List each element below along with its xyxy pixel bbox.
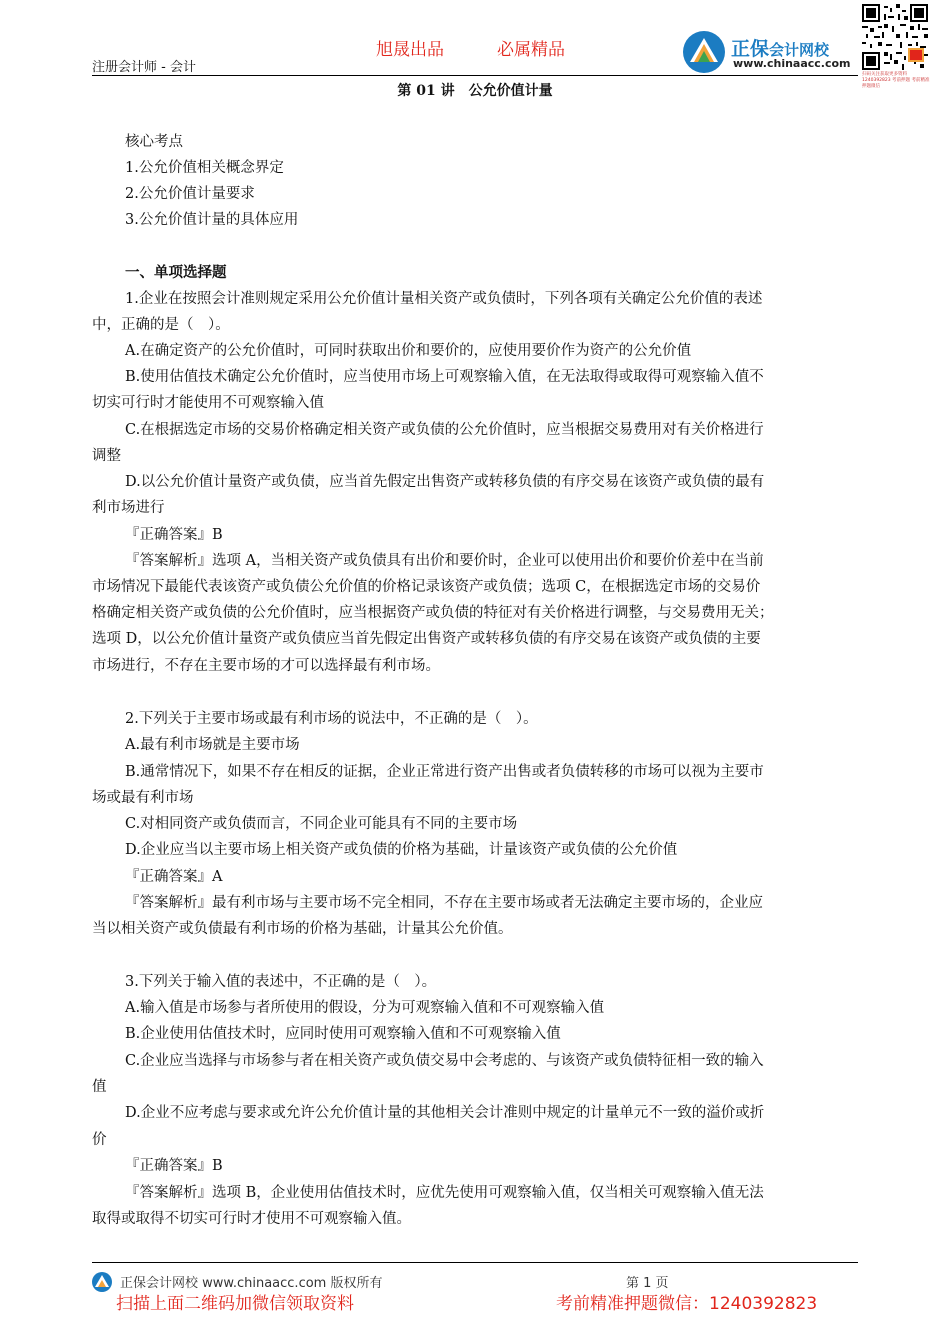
q3-option-d: 价 xyxy=(92,1132,107,1148)
q3-stem: 3.下列关于输入值的表述中，不正确的是（ ）。 xyxy=(125,974,437,990)
promo-wechat-text: 考前精准押题微信：1240392823 xyxy=(556,1294,818,1314)
slogan-left: 旭晟出品 xyxy=(376,40,444,60)
q1-option-c: 调整 xyxy=(92,448,121,464)
q1-explanation: 选项 D，以公允价值计量资产或负债应当首先假定出售资产或转移负债的有序交易在该资产或负债的主要 xyxy=(92,631,761,647)
q3-explanation: 取得或取得不切实可行时才使用不可观察输入值。 xyxy=(92,1211,411,1227)
q3-option-c: 值 xyxy=(92,1079,107,1095)
outline-item: 3.公允价值计量的具体应用 xyxy=(125,212,299,228)
q2-explanation: 『答案解析』最有利市场与主要市场不完全相同，不存在主要市场或者无法确定主要市场的，企业应 xyxy=(125,895,763,911)
q2-option-b: 场或最有利市场 xyxy=(92,790,194,806)
course-label: 注册会计师 - 会计 xyxy=(92,60,196,75)
q1-explanation: 格确定相关资产或负债的公允价值时，应当根据资产或负债的特征对有关价格进行调整，与交易费用无关； xyxy=(92,605,774,621)
q1-explanation: 市场情况下最能代表该资产或负债公允价值的价格记录该资产或负债；选项 C，在根据选定市场的交易价 xyxy=(92,579,761,595)
q3-option-c: C.企业应当选择与市场参与者在相关资产或负债交易中会考虑的、与该资产或负债特征相一致的输入 xyxy=(125,1053,764,1069)
q1-answer: 『正确答案』B xyxy=(125,527,223,543)
q2-option-c: C.对相同资产或负债而言，不同企业可能具有不同的主要市场 xyxy=(125,816,518,832)
outline-item: 2.公允价值计量要求 xyxy=(125,186,255,202)
q1-explanation: 市场进行，不存在主要市场的才可以选择最有利市场。 xyxy=(92,658,440,674)
slogan-right: 必属精品 xyxy=(497,40,565,60)
q3-option-a: A.输入值是市场参与者所使用的假设，分为可观察输入值和不可观察输入值 xyxy=(125,1000,605,1016)
qr-note: 扫码关注获取更多资料 1240392823 考前押题 考前精准押题微信 xyxy=(862,72,930,89)
qr-code-icon[interactable] xyxy=(862,4,928,70)
section-heading: 一、单项选择题 xyxy=(125,264,227,281)
outline-item: 1.公允价值相关概念界定 xyxy=(125,160,284,176)
q3-answer: 『正确答案』B xyxy=(125,1158,223,1174)
q1-stem: 中，正确的是（ ）。 xyxy=(92,317,230,333)
q1-option-a: A.在确定资产的公允价值时，可同时获取出价和要价的，应使用要价作为资产的公允价值 xyxy=(125,343,692,359)
page-number: 第 1 页 xyxy=(626,1276,669,1291)
promo-qr-text: 扫描上面二维码加微信领取资料 xyxy=(116,1294,354,1314)
q2-explanation: 当以相关资产或负债最有利市场的价格为基础，计量其公允价值。 xyxy=(92,921,513,937)
q1-stem: 1.企业在按照会计准则规定采用公允价值计量相关资产或负债时，下列各项有关确定公允价值的表述 xyxy=(125,291,763,307)
q2-option-b: B.通常情况下，如果不存在相反的证据，企业正常进行资产出售或者负债转移的市场可以视为主要市 xyxy=(125,764,764,780)
brand-name-sub: 会计网校 xyxy=(769,41,830,59)
page-title: 第 01 讲 公允价值计量 xyxy=(397,83,553,99)
q2-answer: 『正确答案』A xyxy=(125,869,223,885)
q3-explanation: 『答案解析』选项 B，企业使用估值技术时，应优先使用可观察输入值，仅当相关可观察输入值无法 xyxy=(125,1185,764,1201)
header-divider xyxy=(92,75,858,76)
q2-stem: 2.下列关于主要市场或最有利市场的说法中，不正确的是（ ）。 xyxy=(125,711,538,727)
q2-option-a: A.最有利市场就是主要市场 xyxy=(125,737,300,753)
outline-heading: 核心考点 xyxy=(125,134,183,150)
q3-option-d: D.企业不应考虑与要求或允许公允价值计量的其他相关会计准则中规定的计量单元不一致的溢价或折 xyxy=(125,1105,765,1121)
q1-option-c: C.在根据选定市场的交易价格确定相关资产或负债的公允价值时，应当根据交易费用对有关价格进行 xyxy=(125,422,764,438)
brand-name-main: 正保 xyxy=(731,38,770,60)
q1-option-d: D.以公允价值计量资产或负债，应当首先假定出售资产或转移负债的有序交易在该资产或负债的最有 xyxy=(125,474,765,490)
brand-url: www.chinaacc.com xyxy=(733,57,851,70)
q1-explanation: 『答案解析』选项 A，当相关资产或负债具有出价和要价时，企业可以使用出价和要价价差中在当前 xyxy=(125,553,764,569)
q3-option-b: B.企业使用估值技术时，应同时使用可观察输入值和不可观察输入值 xyxy=(125,1026,561,1042)
footer-copyright: 正保会计网校 www.chinaacc.com 版权所有 xyxy=(120,1276,383,1291)
chinaacc-footer-logo-icon xyxy=(91,1271,113,1293)
q1-option-d: 利市场进行 xyxy=(92,500,165,516)
q1-option-b: 切实可行时才能使用不可观察输入值 xyxy=(92,395,324,411)
q1-option-b: B.使用估值技术确定公允价值时，应当使用市场上可观察输入值，在无法取得或取得可观察输入值不 xyxy=(125,369,764,385)
q2-option-d: D.企业应当以主要市场上相关资产或负债的价格为基础，计量该资产或负债的公允价值 xyxy=(125,842,678,858)
footer-divider xyxy=(92,1262,858,1263)
